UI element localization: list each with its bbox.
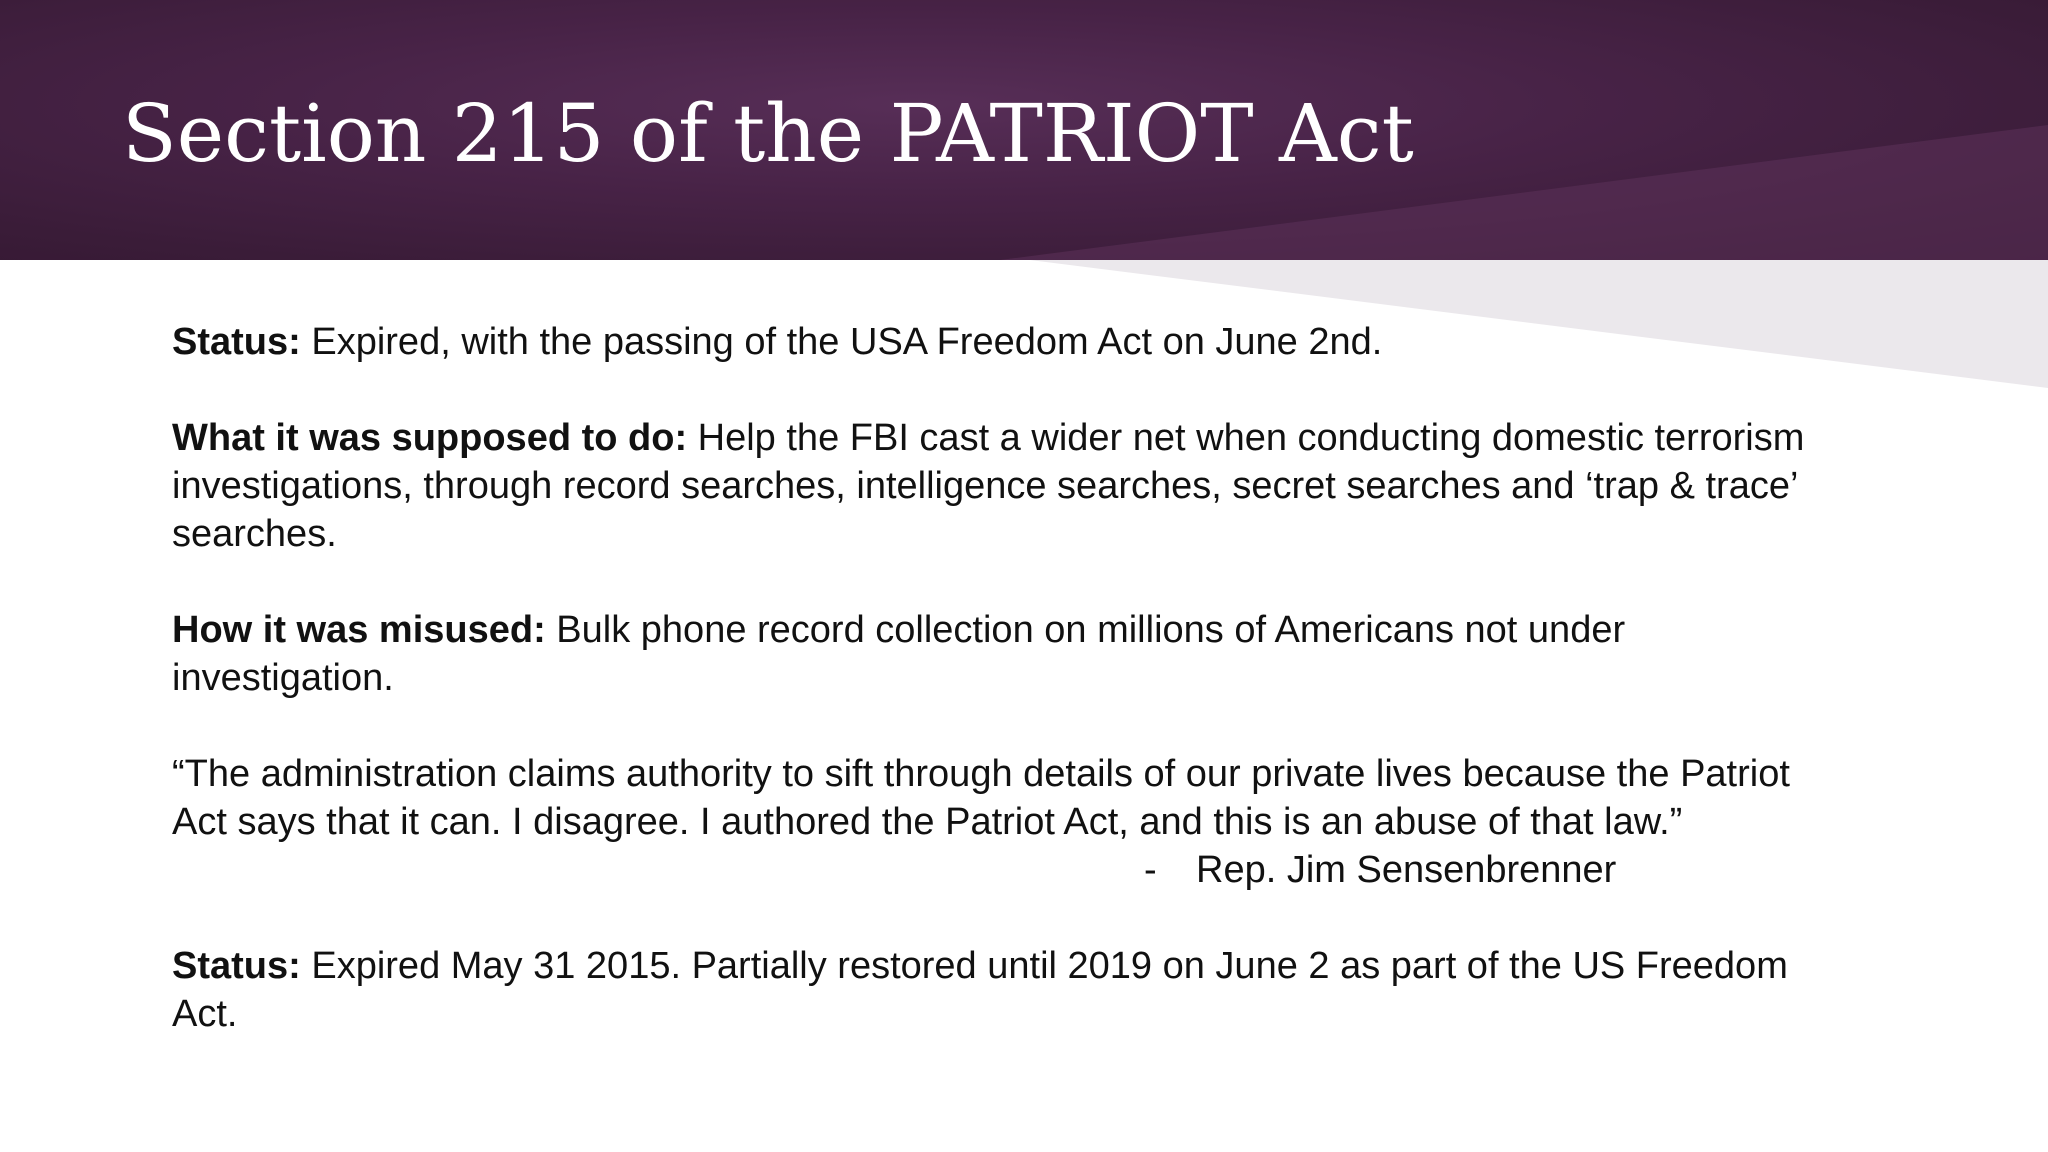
paragraph-spacer <box>172 702 1852 750</box>
purpose-text: Help the FBI cast a wider net when conducting domestic terrorism investigations, through record searches, intelligence searches, secret searches and ‘trap & trace’ searches. <box>172 417 1805 555</box>
final-status-text: Expired May 31 2015. Partially restored until 2019 on June 2 as part of the US Freedom Act. <box>172 945 1788 1035</box>
misuse-paragraph <box>172 606 1852 702</box>
paragraph-spacer <box>172 558 1852 606</box>
final-status-paragraph <box>172 942 1852 1038</box>
status-label: Status: <box>172 321 301 363</box>
attribution-dash: - <box>1144 849 1157 891</box>
final-status-label: Status: <box>172 945 301 987</box>
purpose-label: What it was supposed to do: <box>172 417 688 459</box>
slide-title: Section 215 of the PATRIOT Act <box>122 87 1414 180</box>
attribution-name: Rep. Jim Sensenbrenner <box>1196 849 1617 891</box>
slide-body <box>172 318 1852 1038</box>
misuse-label: How it was misused: <box>172 609 546 651</box>
paragraph-spacer <box>172 894 1852 942</box>
quote-paragraph: “The administration claims authority to sift through details of our private lives because the Patriot Act says that it can. I disagree. I authored the Patriot Act, and this is an abuse of that law.” <box>172 753 1790 843</box>
quote-attribution <box>172 846 1852 894</box>
status-text: Expired, with the passing of the USA Freedom Act on June 2nd. <box>300 321 1383 363</box>
status-paragraph <box>172 318 1852 366</box>
misuse-text: Bulk phone record collection on millions of Americans not under investigation. <box>172 609 1626 699</box>
purpose-paragraph <box>172 414 1852 558</box>
paragraph-spacer <box>172 366 1852 414</box>
